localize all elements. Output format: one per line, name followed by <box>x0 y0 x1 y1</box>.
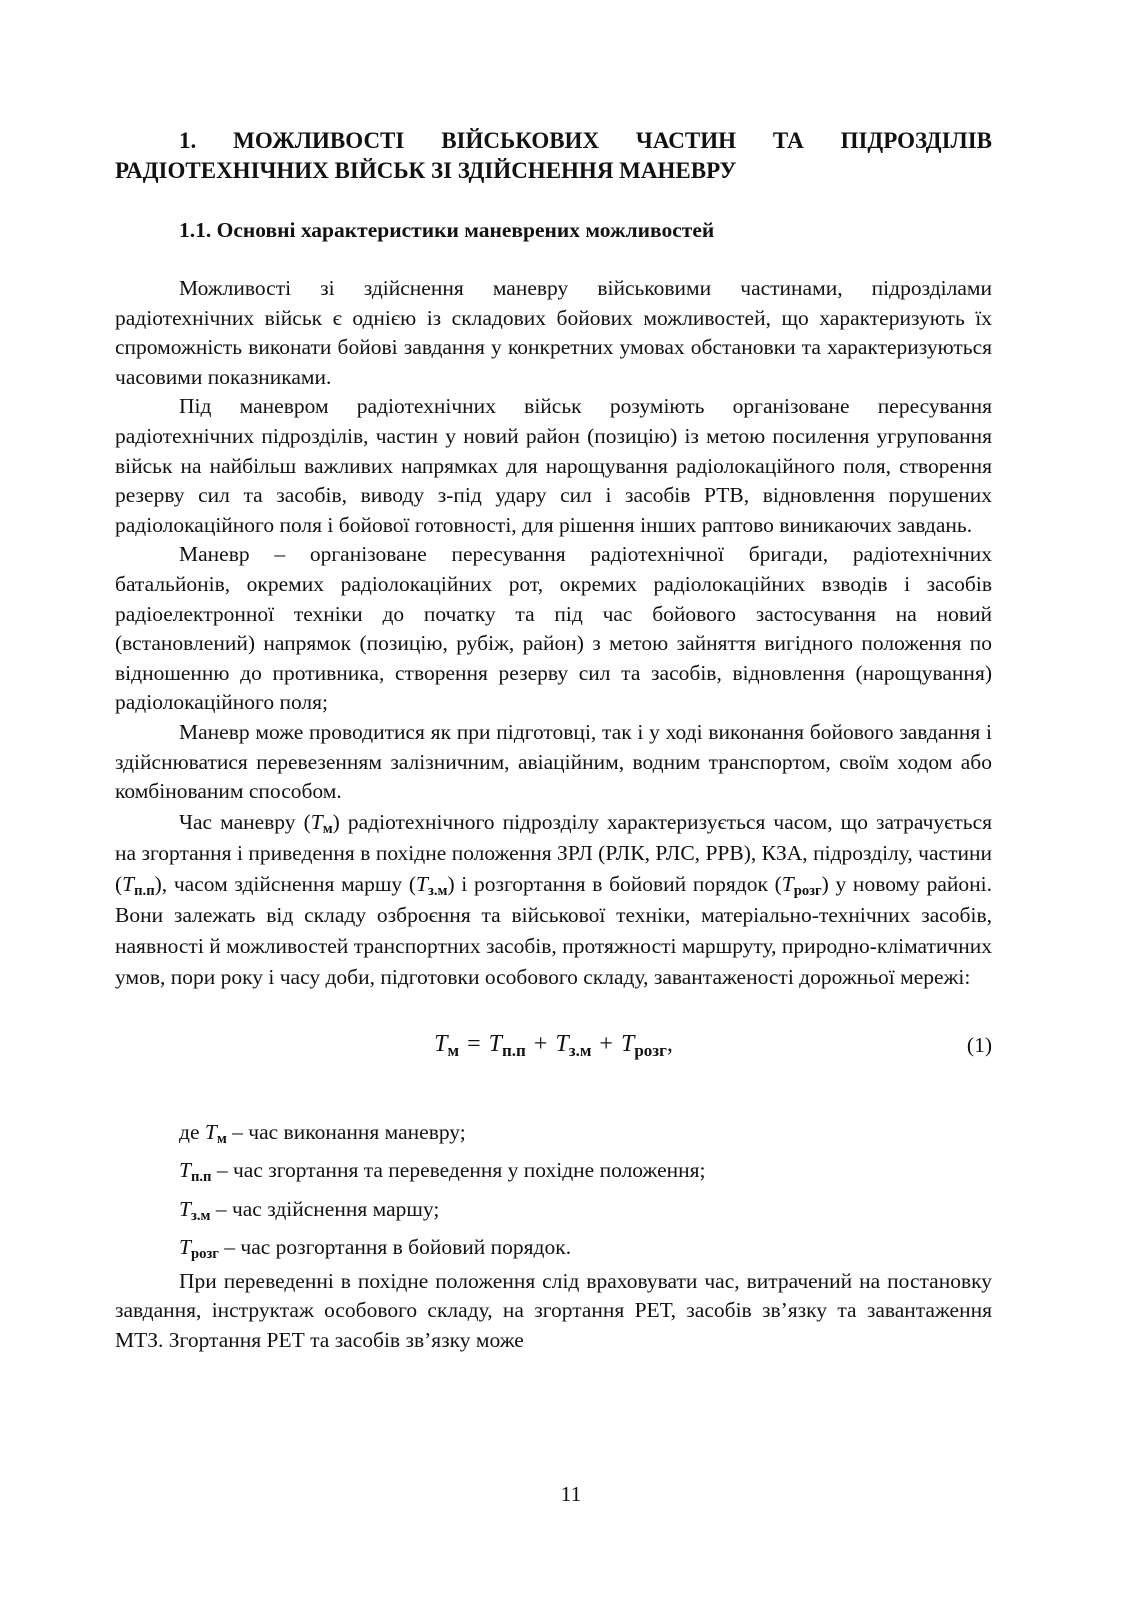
paragraph-4: Маневр може проводитися як при підготовці, так і у ході виконання бойового завдання і здійснюватися перевезенням залізничним, авіаційним, водним транспортом, своїм ходом або комбінованим способом. <box>115 719 992 804</box>
math-sub-trozg: розг <box>634 1040 667 1060</box>
math-var-trozg: Т <box>179 1235 191 1260</box>
text-segment: ) у новому районі. Вони залежать від складу озброєння та військової техніки, матеріально-технічних засобів, наявності й можливостей транспортних засобів, протяжності маршруту, природно-кліматичних умов, пори року і часу доби, підготовки особового складу, завантаженості дорожньої мережі: <box>115 871 992 989</box>
text-segment: Час маневру ( <box>179 809 311 834</box>
paragraph-5 <box>115 807 992 993</box>
comma: , <box>666 1030 673 1057</box>
math-sub-trozg: розг <box>190 1246 219 1263</box>
math-sub-tpp: п.п <box>502 1040 526 1060</box>
paragraph-2: Під маневром радіотехнічних військ розуміють організоване пересування радіотехнічних підрозділів, частин у новий район (позицію) із метою посилення угруповання військ на найбільш важливих напрямках для нарощування радіолокаційного поля, створення резерву сил та засобів, виводу з-під удару сил і засобів РТВ, відновлення порушених радіолокаційного поля і бойової готовності, для рішення інших раптово виникаючих завдань. <box>115 394 992 537</box>
symbol-definitions <box>115 1113 992 1267</box>
chapter-title-line2: РАДІОТЕХНІЧНИХ ВІЙСЬК ЗІ ЗДІЙСНЕННЯ МАНЕВРУ <box>115 158 737 183</box>
text-segment: ) і розгортання в бойовий порядок ( <box>447 871 782 896</box>
page-number: 11 <box>560 1482 582 1506</box>
definition-text: – час згортання та переведення у похідне положення; <box>211 1158 706 1183</box>
math-var-tpp: Т <box>488 1030 502 1057</box>
math-var-tzm: Т <box>416 871 428 896</box>
math-sub-tpp: п.п <box>190 1169 212 1186</box>
section-heading: 1.1. Основні характеристики маневрених можливостей <box>179 218 715 242</box>
paragraph-1: Можливості зі здійснення маневру військовими частинами, підрозділами радіотехнічних військ є однією із складових бойових можливостей, що характеризують їх спроможність виконати бойові завдання у конкретних умовах обстановки та характеризуються часовими показниками. <box>115 276 992 389</box>
math-var-tpp: Т <box>179 1158 191 1183</box>
math-sub-tm: м <box>216 1130 227 1147</box>
page-content <box>115 126 992 1355</box>
math-sub-tzm: з.м <box>427 882 448 899</box>
math-sub-tm: м <box>322 820 333 837</box>
math-var-trozg: Т <box>620 1030 635 1057</box>
math-var-tm: Т <box>310 809 323 834</box>
math-var-tzm: Т <box>179 1196 191 1221</box>
equation-1 <box>115 1031 992 1058</box>
definition-tm <box>115 1113 992 1152</box>
plus-sign: + <box>599 1030 613 1057</box>
math-var-tpp: Т <box>122 871 135 896</box>
math-var-tm: Т <box>204 1119 217 1144</box>
plus-sign: + <box>533 1030 548 1057</box>
equation-row <box>115 1031 992 1073</box>
text-segment: ) радіотехнічного підрозділу характеризується часом, що затрачується на згортання і приведення в похідне положення ЗРЛ (РЛК, РЛС, РРВ), КЗА, підрозділу, частини ( <box>115 809 992 896</box>
definition-tpp <box>115 1151 992 1190</box>
math-sub-trozg: розг <box>793 882 822 899</box>
definition-text: – час розгортання в бойовий порядок. <box>218 1235 572 1260</box>
math-var-tm: Т <box>434 1030 448 1057</box>
definition-prefix: де <box>179 1119 205 1144</box>
math-sub-tzm: з.м <box>568 1040 592 1060</box>
math-sub-tm: м <box>447 1040 460 1060</box>
math-sub-tzm: з.м <box>190 1207 211 1224</box>
text-segment: ), часом здійснення маршу ( <box>154 871 416 896</box>
chapter-title <box>115 126 992 186</box>
definition-text: – час здійснення маршу; <box>210 1196 440 1221</box>
chapter-title-line1: 1. МОЖЛИВОСТІ ВІЙСЬКОВИХ ЧАСТИН ТА ПІДРОЗДІЛІВ <box>179 128 992 153</box>
definition-text: – час виконання маневру; <box>226 1119 466 1144</box>
definition-tzm <box>115 1190 992 1229</box>
math-sub-tpp: п.п <box>134 882 155 899</box>
definition-trozg <box>115 1228 992 1267</box>
paragraph-6: При переведенні в похідне положення слід враховувати час, витрачений на постановку завдання, інструктаж особового складу, на згортання РЕТ, засобів зв’язку та завантаження МТЗ. Згортання РЕТ та засобів зв’язку може <box>115 1268 992 1352</box>
math-var-trozg: Т <box>781 871 794 896</box>
equals-sign: = <box>467 1030 481 1057</box>
equation-number: (1) <box>966 1032 992 1057</box>
paragraph-3: Маневр – організоване пересування радіотехнічної бригади, радіотехнічних батальйонів, окремих радіолокаційних рот, окремих радіолокаційних взводів і засобів радіоелектронної техніки до початку та під час бойового застосування на новий (встановлений) напрямок (позицію, рубіж, район) з метою зайняття вигідного положення по відношенню до противника, створення резерву сил та засобів, відновлення (нарощування) радіолокаційного поля; <box>115 542 992 715</box>
math-var-tzm: Т <box>555 1030 569 1057</box>
